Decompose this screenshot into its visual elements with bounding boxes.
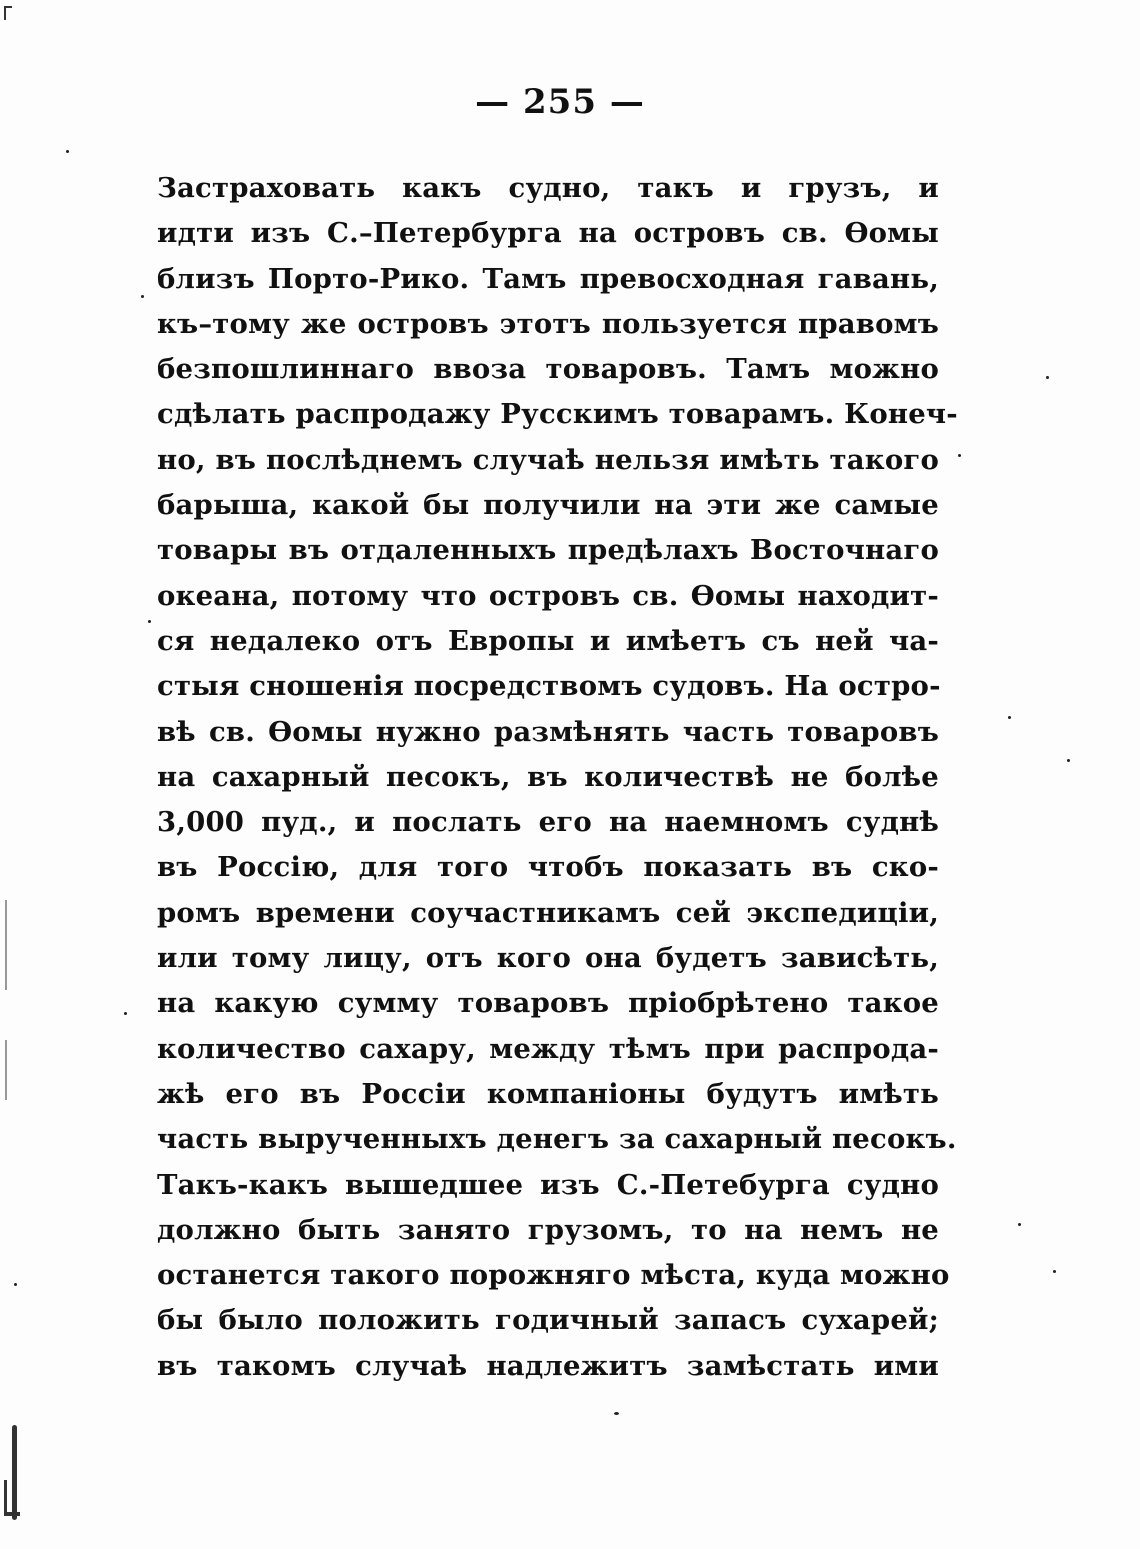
text-line: часть вырученныхъ денегъ за сахарный песокъ. bbox=[157, 1123, 957, 1156]
text-line: ромъ времени соучастникамъ сей экспедиціи, bbox=[157, 896, 939, 929]
scan-speck bbox=[148, 620, 151, 623]
scan-speck bbox=[614, 1412, 619, 1415]
text-line: вѣ св. Өомы нужно размѣнять часть товаровъ bbox=[157, 715, 939, 748]
scan-speck bbox=[1053, 1270, 1056, 1273]
page-number: — 255 — bbox=[475, 82, 645, 122]
scan-speck bbox=[1046, 376, 1049, 379]
text-line: количество сахару, между тѣмъ при распрода- bbox=[157, 1032, 939, 1065]
scan-edge-mark bbox=[4, 1480, 7, 1516]
text-line: или тому лицу, отъ кого она будетъ зависѣть, bbox=[157, 942, 939, 975]
scan-edge-mark bbox=[4, 6, 6, 20]
scan-speck bbox=[141, 295, 144, 298]
body-text bbox=[157, 166, 958, 1389]
scan-edge-mark bbox=[4, 6, 12, 8]
text-line: но, въ послѣднемъ случаѣ нельзя имѣть такого bbox=[157, 443, 939, 476]
scan-speck bbox=[1018, 1223, 1021, 1226]
scan-speck bbox=[1067, 759, 1070, 762]
scan-edge-mark bbox=[5, 1040, 7, 1100]
text-line: на сахарный песокъ, въ количествѣ не болѣе bbox=[157, 760, 939, 793]
text-line: 3,000 пуд., и послать его на наемномъ суднѣ bbox=[157, 806, 939, 839]
text-line: Такъ-какъ вышедшее изъ С.-Петебурга судно bbox=[157, 1168, 939, 1201]
scan-speck bbox=[14, 1283, 17, 1286]
text-line: ся недалеко отъ Европы и имѣетъ съ ней ча- bbox=[157, 624, 939, 657]
scan-edge-mark bbox=[5, 900, 7, 990]
text-line: стыя сношенія посредствомъ судовъ. На остро- bbox=[157, 670, 941, 703]
text-line: должно быть занято грузомъ, то на немъ не bbox=[157, 1213, 939, 1246]
scan-speck bbox=[124, 1012, 127, 1015]
text-line: товары въ отдаленныхъ предѣлахъ Восточнаго bbox=[157, 534, 939, 567]
text-line: барыша, какой бы получили на эти же самые bbox=[157, 489, 939, 522]
text-line: бы было положить годичный запасъ сухарей; bbox=[157, 1304, 939, 1337]
text-line: жѣ его въ Россіи компаніоны будутъ имѣть bbox=[157, 1077, 939, 1110]
text-line: океана, потому что островъ св. Өомы находит- bbox=[157, 579, 939, 612]
scan-edge-mark bbox=[12, 1425, 17, 1520]
scan-speck bbox=[958, 454, 961, 457]
scan-speck bbox=[66, 150, 69, 153]
text-line: на какую сумму товаровъ пріобрѣтено такое bbox=[157, 987, 939, 1020]
text-line: въ Россію, для того чтобъ показать въ ско- bbox=[157, 851, 939, 884]
text-line: въ такомъ случаѣ надлежитъ замѣстать ими bbox=[157, 1349, 939, 1382]
scan-speck bbox=[1008, 716, 1011, 719]
text-line: сдѣлать распродажу Русскимъ товарамъ. Конеч- bbox=[157, 398, 958, 431]
text-line: останется такого порожняго мѣста, куда можно bbox=[157, 1259, 950, 1292]
text-line: къ–тому же островъ этотъ пользуется правомъ bbox=[157, 307, 939, 340]
text-line: Застраховать какъ судно, такъ и грузъ, и bbox=[157, 172, 939, 204]
text-line: близъ Порто-Рико. Тамъ превосходная гавань, bbox=[157, 262, 939, 295]
text-line: безпошлиннаго ввоза товаровъ. Тамъ можно bbox=[157, 353, 939, 386]
text-line: идти изъ С.–Петербурга на островъ св. Өомы bbox=[157, 217, 939, 250]
